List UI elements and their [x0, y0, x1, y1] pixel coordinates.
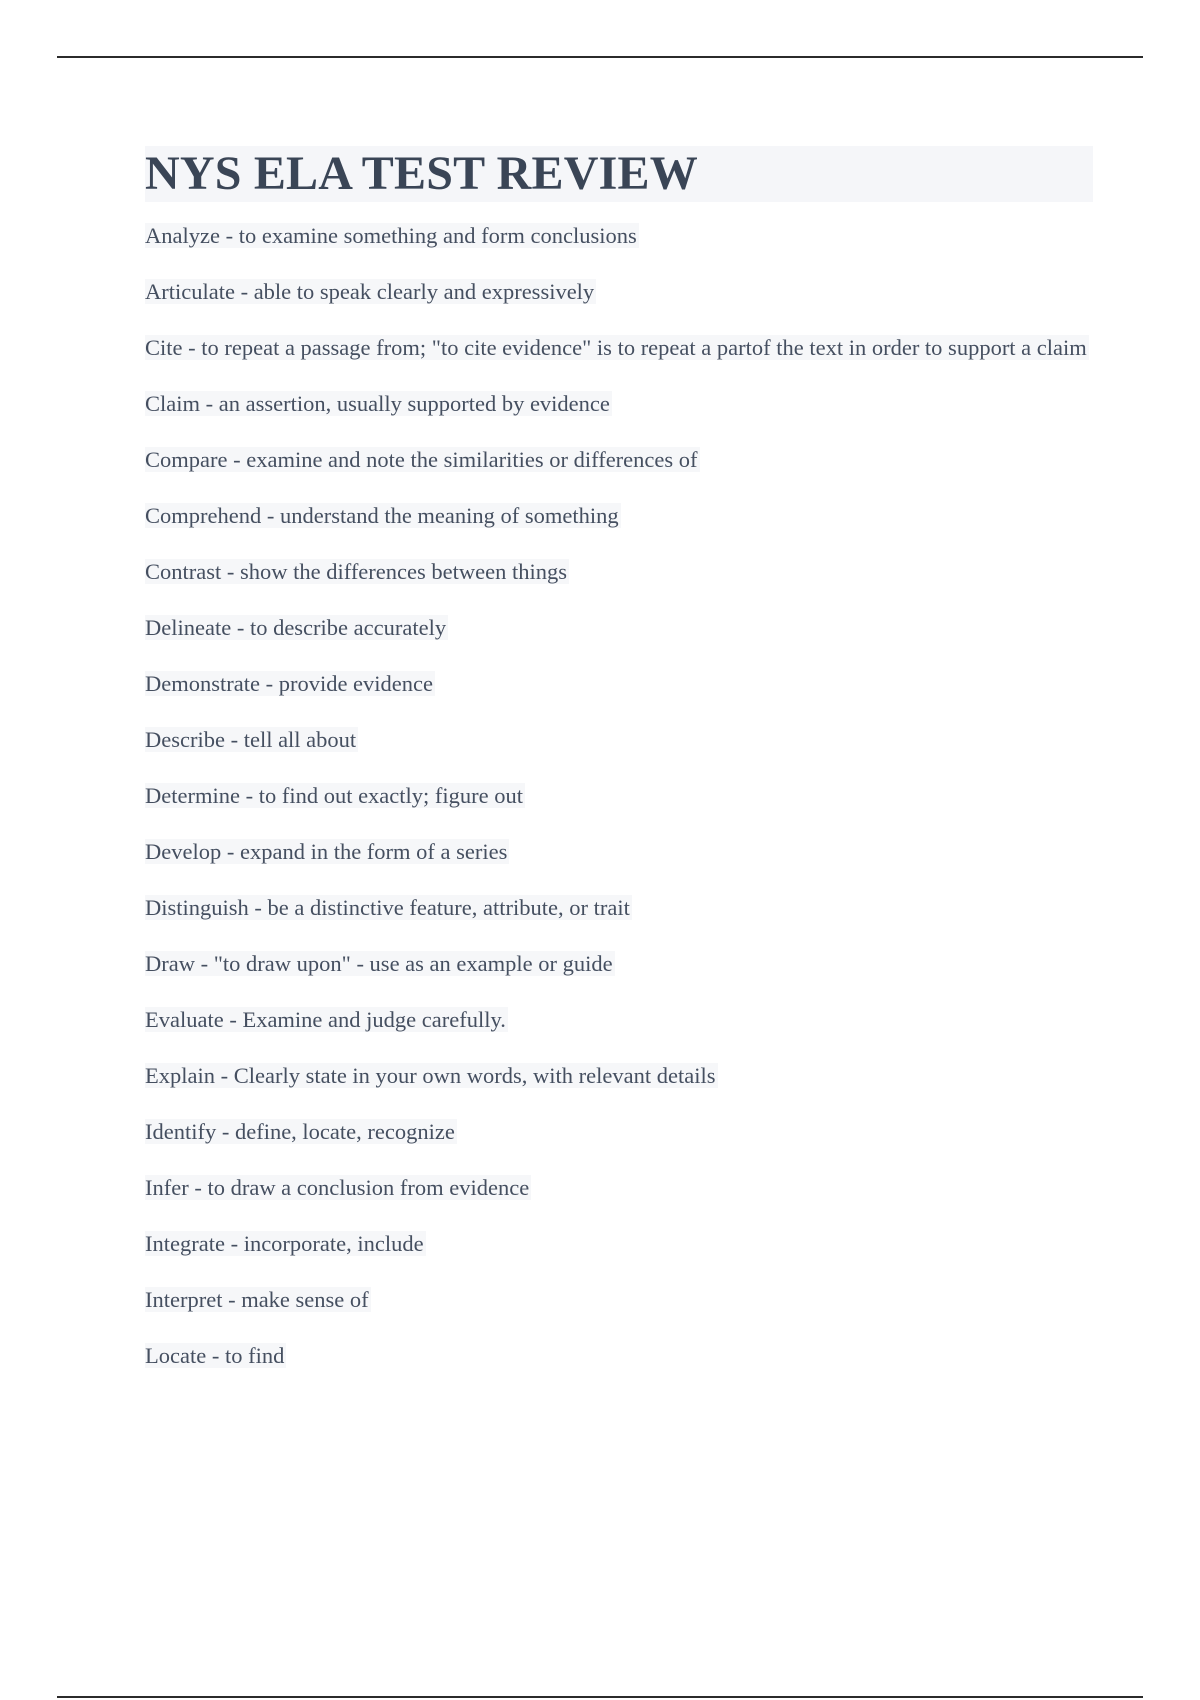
list-item	[145, 334, 1093, 362]
list-item	[145, 278, 1093, 306]
list-item	[145, 1286, 1093, 1314]
term-list	[145, 222, 1093, 1370]
term-definition: Analyze - to examine something and form conclusions	[145, 223, 637, 248]
term-definition: Integrate - incorporate, include	[145, 1231, 424, 1256]
term-definition: Comprehend - understand the meaning of something	[145, 503, 619, 528]
term-definition: Infer - to draw a conclusion from evidence	[145, 1175, 530, 1200]
footer-rule	[57, 1696, 1143, 1698]
list-item	[145, 1006, 1093, 1034]
list-item	[145, 502, 1093, 530]
list-item	[145, 1118, 1093, 1146]
list-item	[145, 950, 1093, 978]
term-definition: Draw - "to draw upon" - use as an example or guide	[145, 951, 613, 976]
list-item	[145, 1230, 1093, 1258]
term-definition: Develop - expand in the form of a series	[145, 839, 508, 864]
list-item	[145, 1062, 1093, 1090]
term-definition: Identify - define, locate, recognize	[145, 1119, 455, 1144]
list-item	[145, 782, 1093, 810]
term-definition: Locate - to find	[145, 1343, 285, 1368]
page-title: NYS ELA TEST REVIEW	[145, 147, 698, 200]
list-item	[145, 670, 1093, 698]
document-body	[145, 146, 1093, 1398]
term-definition: Articulate - able to speak clearly and expressively	[145, 279, 595, 304]
term-definition: Explain - Clearly state in your own words, with relevant details	[145, 1063, 716, 1088]
term-definition: Describe - tell all about	[145, 727, 357, 752]
term-definition: Distinguish - be a distinctive feature, attribute, or trait	[145, 895, 630, 920]
header-rule	[57, 56, 1143, 58]
list-item	[145, 726, 1093, 754]
term-definition: Cite - to repeat a passage from; "to cite evidence" is to repeat a partof the text in order to support a claim	[145, 335, 1087, 360]
list-item	[145, 838, 1093, 866]
list-item	[145, 558, 1093, 586]
term-definition: Demonstrate - provide evidence	[145, 671, 434, 696]
term-definition: Delineate - to describe accurately	[145, 615, 447, 640]
list-item	[145, 1174, 1093, 1202]
term-definition: Interpret - make sense of	[145, 1287, 369, 1312]
list-item	[145, 446, 1093, 474]
list-item	[145, 222, 1093, 250]
list-item	[145, 1342, 1093, 1370]
list-item	[145, 894, 1093, 922]
term-definition: Evaluate - Examine and judge carefully.	[145, 1007, 506, 1032]
term-definition: Determine - to find out exactly; figure out	[145, 783, 524, 808]
term-definition: Claim - an assertion, usually supported by evidence	[145, 391, 610, 416]
list-item	[145, 614, 1093, 642]
term-definition: Contrast - show the differences between things	[145, 559, 567, 584]
title-band	[145, 146, 1093, 202]
term-definition: Compare - examine and note the similarities or differences of	[145, 447, 698, 472]
list-item	[145, 390, 1093, 418]
